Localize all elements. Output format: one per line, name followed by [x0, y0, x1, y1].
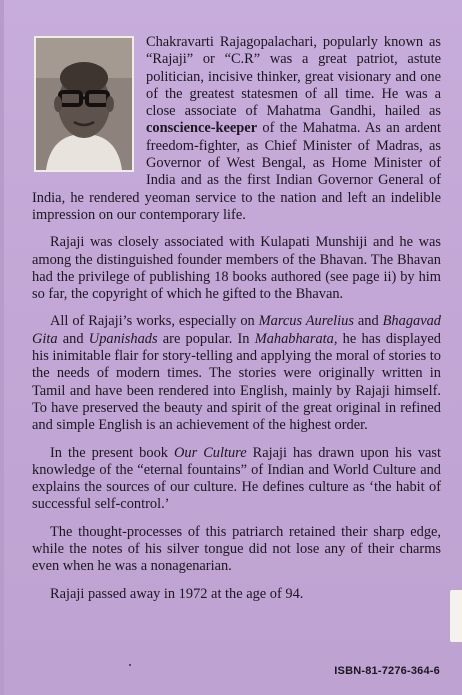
culture-title: Our Culture [173, 444, 247, 461]
sticker-tab [450, 590, 462, 642]
paragraph-works [32, 313, 441, 434]
paragraph-intro [32, 34, 441, 224]
works-title-gita: Bhagavad Gita [32, 313, 441, 347]
paragraph-bhavan: Rajaji was closely associated with Kulapati Munshiji and he was among the distinguished founder members of the Bhavan. The Bhavan had the privilege of publishing 18 books authored (see page ii) by him so far, the copyright of which he gifted to the Bhavan. [32, 234, 441, 303]
works-title-upanishads: Upanishads [88, 330, 158, 347]
culture-text-b: Rajaji has drawn upon his vast knowledge of the “eternal fountains” of Indian and World Culture and explains the sources of our culture. He defines culture as ‘the habit of successful self-control.’ [32, 444, 442, 513]
intro-text-a: Chakravarti Rajagopalachari, popularly known as “Rajaji” or “C.R” was a great patriot, astute politician, incisive thinker, great visionary and one of the greatest statesmen of all time. He was a close associate of Mahatma Gandhi, hailed as [146, 34, 441, 120]
decorative-dot [129, 664, 131, 666]
paragraph-culture [32, 445, 441, 514]
works-text-c: and [57, 330, 89, 347]
works-text-d: are popular. In [157, 330, 255, 347]
paragraph-death: Rajaji passed away in 1972 at the age of 94. [50, 585, 304, 602]
works-text-b: and [353, 313, 383, 330]
works-text-e: he has displayed his inimitable flair for story-telling and applying the moral of stories to the needs of modern times. The stories were originally written in Tamil and have been rendered into English, mainly by Rajaji himself. To have preserved the beauty and spirit of the great original in refined and simple English is an achievement of the highest order. [32, 330, 441, 434]
works-text-a: All of Rajaji’s works, especially on [50, 313, 259, 330]
works-title-mahabharata: Mahabharata, [254, 330, 338, 347]
portrait-photo-icon [34, 36, 134, 172]
isbn-label: ISBN-81-7276-364-6 [334, 665, 440, 677]
intro-bold: conscience-keeper [146, 120, 258, 137]
paragraph-patriarch: The thought-processes of this patriarch retained their sharp edge, while the notes of his silver tongue did not lose any of their charms even when he was a nonagenarian. [32, 523, 441, 575]
culture-text-a: In the present book [50, 444, 174, 461]
intro-text-b: of the Mahatma. As an ardent freedom-fighter, as Chief Minister of Madras, as Governor of West Bengal, as Home Minister of India and as the first Indian Governor General of India, he rendered yeoman service to the nation and left an indelible impression on our contemporary life. [32, 120, 441, 223]
works-title-marcus: Marcus Aurelius [258, 313, 354, 330]
blurb-text [32, 34, 441, 613]
